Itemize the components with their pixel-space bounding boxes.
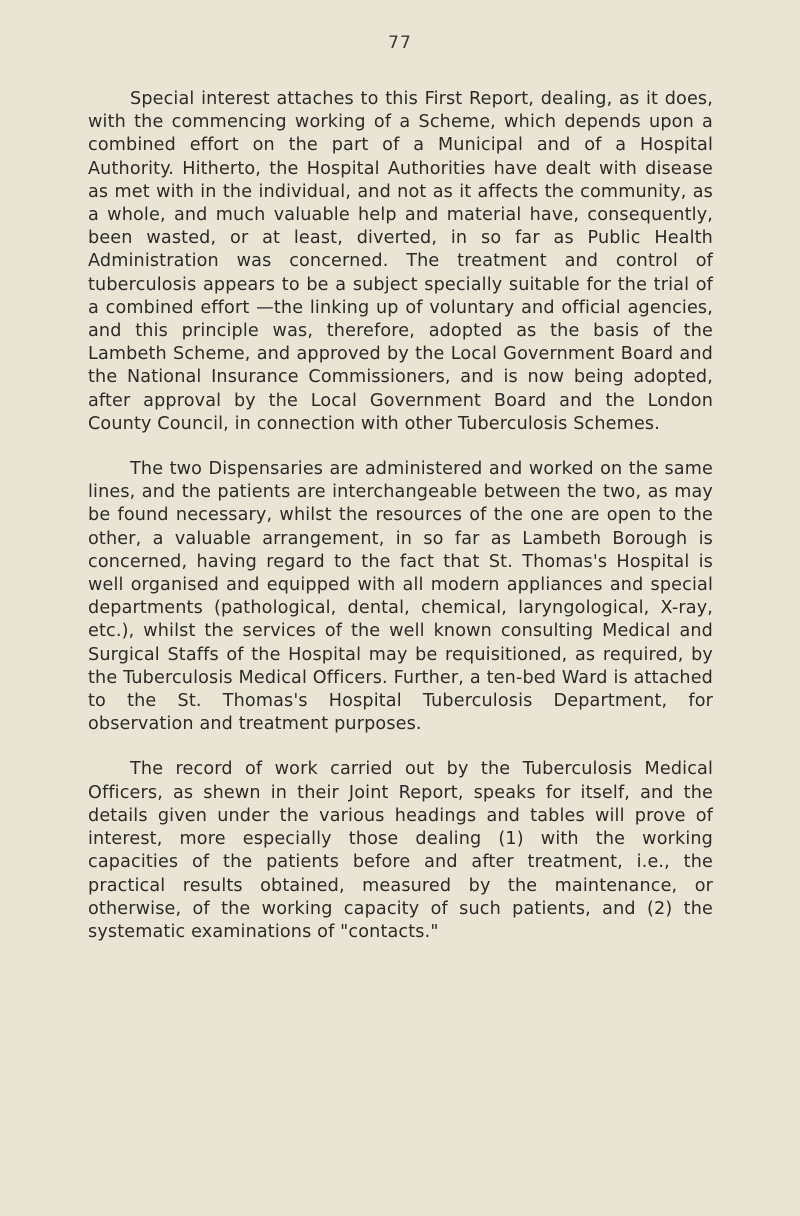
page-number: 77 [388,33,412,53]
paragraph-dispensaries: The two Dispensaries are administered and worked on the same lines, and the patients are interchangeable between the two, as may be found necessary, whilst the resources of the one are open to the other, a valuable arrangement, in so far as Lambeth Borough is concerned, having regard to the fact that St. Thomas's Hospital is well organised and equipped with all modern appliances and special departments (pathological, dental, chemical, laryngological, X-ray, etc.), whilst the services of the well known consulting Medical and Surgical Staffs of the Hospital may be requisitioned, as required, by the Tuberculosis Medical Officers. Further, a ten-bed Ward is attached to the St. Thomas's Hospital Tuberculosis Department, for observation and treatment purposes. [88,459,713,735]
body-text [88,88,713,944]
paragraph-joint-scheme: Special interest attaches to this First Report, dealing, as it does, with the commencing working of a Scheme, which depends upon a combined effort on the part of a Municipal and of a Hospital Authority. Hitherto, the Hospital Authorities have dealt with disease as met with in the individual, and not as it affects the community, as a whole, and much valuable help and material have, consequently, been wasted, or at least, diverted, in so far as Public Health Administration was concerned. The treatment and control of tuberculosis appears to be a subject specially suitable for the trial of a combined effort —the linking up of voluntary and official agencies, and this principle was, therefore, adopted as the basis of the Lambeth Scheme, and approved by the Local Government Board and the National Insurance Commissioners, and is now being adopted, after approval by the Local Government Board and the London County Council, in connection with other Tuberculosis Schemes. [88,89,713,434]
paragraph-work-record: The record of work carried out by the Tuberculosis Medical Officers, as shewn in their Joint Report, speaks for itself, and the details given under the various headings and tables will prove of interest, more especially those dealing (1) with the working capacities of the patients before and after treatment, i.e., the practical results obtained, measured by the maintenance, or otherwise, of the working capacity of such patients, and (2) the systematic examinations of "contacts." [88,759,713,942]
